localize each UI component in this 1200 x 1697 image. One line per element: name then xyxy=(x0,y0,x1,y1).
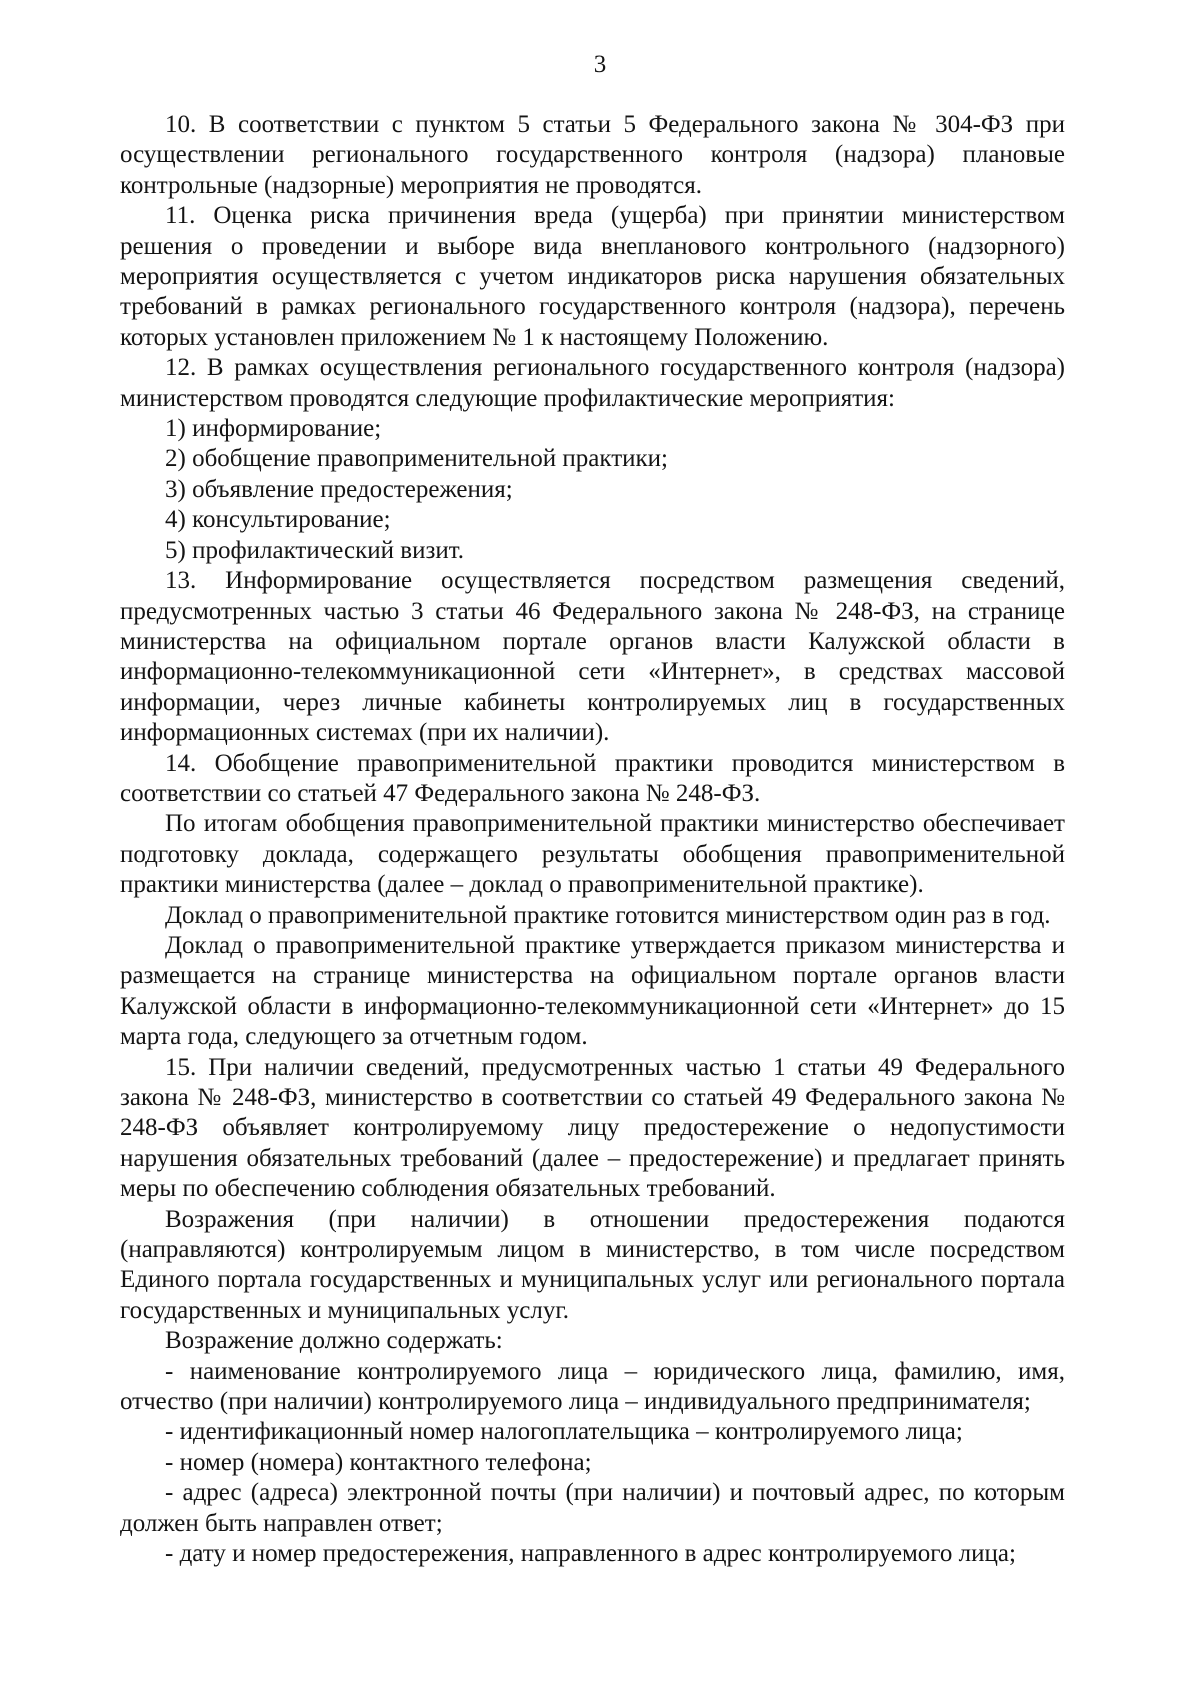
list-item-email-address: - адрес (адреса) электронной почты (при наличии) и почтовый адрес, по которым должен быть направлен ответ; xyxy=(120,1479,1065,1537)
paragraph-objection-contents: Возражение должно содержать: xyxy=(165,1327,503,1355)
paragraph-12: 12. В рамках осуществления регионального государственного контроля (надзора) министерством проводятся следующие профилактические мероприятия: xyxy=(120,354,1065,412)
paragraph-objections: Возражения (при наличии) в отношении предостережения подаются (направляются) контролируемым лицом в министерство, в том числе посредством Единого портала государственных и муниципальных услуг или регионального портала государственных и муниципальных услуг. xyxy=(120,1205,1065,1324)
paragraph-11: 11. Оценка риска причинения вреда (ущерба) при принятии министерством решения о проведении и выборе вида внепланового контрольного (надзорного) мероприятия осуществляется с учетом индикаторов риска нарушения обязательных требований в рамках регионального государственного контроля (надзора), перечень которых установлен приложением № 1 к настоящему Положению. xyxy=(120,202,1065,351)
paragraph-report-frequency: Доклад о правоприменительной практике готовится министерством один раз в год. xyxy=(165,901,1051,929)
list-item-phone: - номер (номера) контактного телефона; xyxy=(165,1448,592,1476)
paragraph-14: 14. Обобщение правоприменительной практики проводится министерством в соответствии со статьей 47 Федерального закона № 248-ФЗ. xyxy=(120,749,1065,807)
list-item-warning-date: - дату и номер предостережения, направленного в адрес контролируемого лица; xyxy=(165,1540,1016,1568)
list-item-inn: - идентификационный номер налогоплательщика – контролируемого лица; xyxy=(165,1418,963,1446)
paragraph-report-preparation: По итогам обобщения правоприменительной практики министерство обеспечивает подготовку доклада, содержащего результаты обобщения правоприменительной практики министерства (далее – доклад о правоприменительной практике). xyxy=(120,810,1065,899)
page-number: 3 xyxy=(593,51,607,78)
paragraph-13: 13. Информирование осуществляется посредством размещения сведений, предусмотренных частью 3 статьи 46 Федерального закона № 248-ФЗ, на странице министерства на официальном портале органов власти Калужской области в информационно-телекоммуникационной сети «Интернет», в средствах массовой информации, через личные кабинеты контролируемых лиц в государственных информационных системах (при их наличии). xyxy=(120,567,1065,747)
paragraph-report-approval: Доклад о правоприменительной практике утверждается приказом министерства и размещается на странице министерства на официальном портале органов власти Калужской области в информационно-телекоммуникационной сети «Интернет» до 15 марта года, следующего за отчетным годом. xyxy=(120,931,1065,1051)
list-item-generalization: 2) обобщение правоприменительной практики; xyxy=(165,445,668,473)
list-item-preventive-visit: 5) профилактический визит. xyxy=(165,536,464,564)
list-item-informing: 1) информирование; xyxy=(165,415,382,443)
document-body xyxy=(120,110,1065,1570)
list-item-name: - наименование контролируемого лица – юридического лица, фамилию, имя, отчество (при наличии) контролируемого лица – индивидуального предпринимателя; xyxy=(120,1357,1065,1416)
paragraph-15: 15. При наличии сведений, предусмотренных частью 1 статьи 49 Федерального закона № 248-ФЗ, министерство в соответствии со статьей 49 Федерального закона № 248-ФЗ объявляет контролируемому лицу предостережение о недопустимости нарушения обязательных требований (далее – предостережение) и предлагает принять меры по обеспечению соблюдения обязательных требований. xyxy=(120,1053,1065,1203)
paragraph-10: 10. В соответствии с пунктом 5 статьи 5 Федерального закона № 304-ФЗ при осуществлении регионального государственного контроля (надзора) плановые контрольные (надзорные) мероприятия не проводятся. xyxy=(120,111,1065,199)
list-item-warning: 3) объявление предостережения; xyxy=(165,475,513,503)
list-item-consulting: 4) консультирование; xyxy=(165,506,391,534)
